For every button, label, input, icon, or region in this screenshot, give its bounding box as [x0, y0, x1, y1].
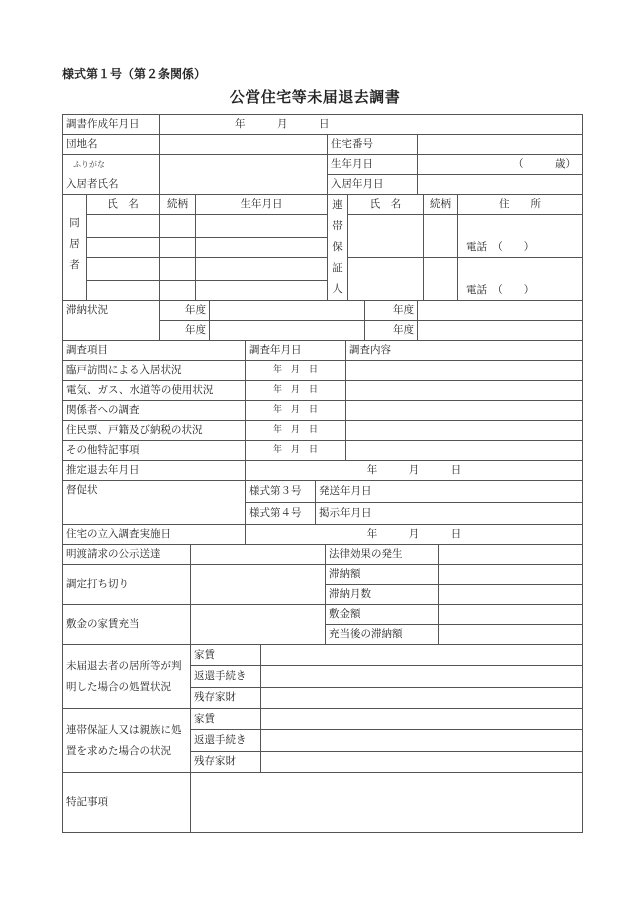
arrears-amount-label: 滞納額: [326, 565, 439, 585]
remarks-table: [62, 772, 583, 833]
tenant-name-field[interactable]: [160, 155, 328, 195]
cohabitant-name-field-3[interactable]: [87, 258, 160, 281]
disposal-guarantor-item: 残存家財: [191, 751, 261, 772]
form-number-label: 様式第１号（第２条関係）: [62, 67, 207, 81]
form-body: [62, 114, 582, 833]
investigation-item-col: 調査項目: [63, 341, 246, 361]
cohabitant-guarantor-table: [62, 194, 583, 301]
guarantor-relation-field-1[interactable]: [424, 215, 458, 258]
disposal-guarantor-field[interactable]: [261, 709, 583, 730]
deposit-amount-label: 敷金額: [326, 605, 439, 625]
site-inspection-label: 住宅の立入調査実施日: [63, 525, 246, 545]
disposal-found-item: 残存家財: [191, 687, 261, 708]
cohabitant-name-field-4[interactable]: [87, 281, 160, 301]
disposal-table: [62, 644, 583, 773]
disposal-found-field[interactable]: [261, 645, 583, 666]
furigana-label: ふりがな: [63, 155, 160, 175]
guarantor-name-field-2[interactable]: [348, 258, 424, 301]
arrears-months-field[interactable]: [439, 585, 583, 605]
cohabitant-relation-field-3[interactable]: [160, 258, 196, 281]
cohabitant-name-col: 氏 名: [87, 195, 160, 215]
tenant-name-label: 入居者氏名: [63, 175, 160, 195]
investigation-date-field[interactable]: 年 月 日: [246, 441, 346, 461]
guarantor-phone-label-1: 電話 （ ）: [466, 241, 535, 253]
investigation-date-field[interactable]: 年 月 日: [246, 361, 346, 381]
document-title: 公営住宅等未届退去調書: [229, 88, 401, 106]
cohabitant-relation-col: 続柄: [160, 195, 196, 215]
move-in-date-label: 入居年月日: [328, 175, 418, 195]
arrears-year-label-1: 年度: [160, 301, 210, 321]
cohabitant-name-field-2[interactable]: [87, 238, 160, 258]
investigation-content-field[interactable]: [346, 381, 583, 401]
disposal-guarantor-item: 家賃: [191, 709, 261, 730]
investigation-content-field[interactable]: [346, 401, 583, 421]
cohabitant-header: 同 居 者: [63, 195, 87, 301]
investigation-item: その他特記事項: [63, 441, 246, 461]
investigation-item: 電気、ガス、水道等の使用状況: [63, 381, 246, 401]
guarantor-name-field-1[interactable]: [348, 215, 424, 258]
arrears-field-4[interactable]: [418, 321, 583, 341]
remarks-label: 特記事項: [63, 773, 191, 833]
cohabitant-dob-field-3[interactable]: [196, 258, 328, 281]
arrears-field-3[interactable]: [210, 321, 365, 341]
disposal-found-item: 返還手続き: [191, 666, 261, 687]
house-number-field[interactable]: [418, 135, 583, 155]
estate-name-field[interactable]: [160, 135, 328, 155]
deposit-allocation-field[interactable]: [191, 605, 326, 645]
birth-date-label: 生年月日: [328, 155, 418, 175]
arrears-amount-field[interactable]: [439, 565, 583, 585]
legal-table: [62, 544, 583, 645]
investigation-date-field[interactable]: 年 月 日: [246, 401, 346, 421]
investigation-date-field[interactable]: 年 月 日: [246, 421, 346, 441]
public-notice-field[interactable]: [191, 545, 326, 565]
cohabitant-dob-col: 生年月日: [196, 195, 328, 215]
investigation-item: 住民票、戸籍及び納税の状況: [63, 421, 246, 441]
cohabitant-dob-field-2[interactable]: [196, 238, 328, 258]
guarantor-relation-col: 続柄: [424, 195, 458, 215]
guarantor-relation-field-2[interactable]: [424, 258, 458, 301]
guarantor-address-col: 住 所: [458, 195, 583, 215]
disposal-found-label: 未届退去者の居所等が判明した場合の処置状況: [63, 645, 191, 709]
demand-form3-label: 様式第３号: [246, 481, 316, 503]
investigation-table: [62, 340, 583, 461]
disposal-guarantor-field[interactable]: [261, 751, 583, 772]
report-date-field[interactable]: [160, 115, 583, 135]
birth-date-field[interactable]: [418, 155, 583, 175]
arrears-year-label-3: 年度: [160, 321, 210, 341]
legal-effect-label: 法律効果の発生: [326, 545, 439, 565]
demand-table: [62, 460, 583, 545]
assessment-cutoff-field[interactable]: [191, 565, 326, 605]
report-date-label: 調書作成年月日: [63, 115, 160, 135]
investigation-content-field[interactable]: [346, 361, 583, 381]
guarantor-phone-label-2: 電話 （ ）: [466, 284, 535, 296]
arrears-year-label-2: 年度: [365, 301, 418, 321]
send-date-label: 発送年月日: [319, 485, 372, 497]
remarks-field[interactable]: [191, 773, 583, 833]
investigation-content-col: 調査内容: [346, 341, 583, 361]
disposal-guarantor-field[interactable]: [261, 730, 583, 751]
investigation-item: 臨戸訪問による入居状況: [63, 361, 246, 381]
cohabitant-relation-field-4[interactable]: [160, 281, 196, 301]
house-number-label: 住宅番号: [328, 135, 418, 155]
estate-name-label: 団地名: [63, 135, 160, 155]
arrears-year-label-4: 年度: [365, 321, 418, 341]
cohabitant-dob-field-1[interactable]: [196, 215, 328, 238]
investigation-date-col: 調査年月日: [246, 341, 346, 361]
disposal-guarantor-item: 返還手続き: [191, 730, 261, 751]
demand-form4-field[interactable]: [316, 503, 583, 525]
investigation-content-field[interactable]: [346, 441, 583, 461]
arrears-label: 滞納状況: [63, 301, 160, 341]
deposit-allocation-label: 敷金の家賃充当: [63, 605, 191, 645]
cohabitant-relation-field-2[interactable]: [160, 238, 196, 258]
cohabitant-dob-field-4[interactable]: [196, 281, 328, 301]
demand-letter-label: 督促状: [63, 481, 246, 525]
investigation-content-field[interactable]: [346, 421, 583, 441]
demand-form4-label: 様式第４号: [246, 503, 316, 525]
disposal-found-item: 家賃: [191, 645, 261, 666]
legal-effect-field[interactable]: [439, 545, 583, 565]
site-inspection-field[interactable]: 年 月 日: [246, 525, 583, 545]
disposal-guarantor-label: 連帯保証人又は親族に処置を求めた場合の状況: [63, 709, 191, 773]
arrears-field-2[interactable]: [418, 301, 583, 321]
report-date-value: 年 月 日: [235, 118, 330, 130]
post-allocation-arrears-label: 充当後の滞納額: [326, 625, 439, 645]
cohabitant-name-field-1[interactable]: [87, 215, 160, 238]
cohabitant-relation-field-1[interactable]: [160, 215, 196, 238]
arrears-field-1[interactable]: [210, 301, 365, 321]
age-value: （ 歳）: [513, 158, 577, 170]
assessment-cutoff-label: 調定打ち切り: [63, 565, 191, 605]
estimated-moveout-field[interactable]: 年 月 日: [246, 461, 583, 481]
investigation-date-field[interactable]: 年 月 日: [246, 381, 346, 401]
arrears-table: [62, 300, 583, 341]
arrears-months-label: 滞納月数: [326, 585, 439, 605]
basic-info-table: [62, 114, 583, 195]
post-allocation-arrears-field[interactable]: [439, 625, 583, 645]
deposit-amount-field[interactable]: [439, 605, 583, 625]
public-notice-label: 明渡請求の公示送達: [63, 545, 191, 565]
investigation-item: 関係者への調査: [63, 401, 246, 421]
post-date-label: 掲示年月日: [319, 507, 372, 519]
guarantor-address-field-1[interactable]: [458, 215, 583, 258]
guarantor-name-col: 氏 名: [348, 195, 424, 215]
guarantor-header: 連 帯 保 証 人: [328, 195, 348, 301]
move-in-date-field[interactable]: [418, 175, 583, 195]
disposal-found-field[interactable]: [261, 687, 583, 708]
disposal-found-field[interactable]: [261, 666, 583, 687]
demand-form3-field[interactable]: [316, 481, 583, 503]
guarantor-address-field-2[interactable]: [458, 258, 583, 301]
estimated-moveout-label: 推定退去年月日: [63, 461, 246, 481]
